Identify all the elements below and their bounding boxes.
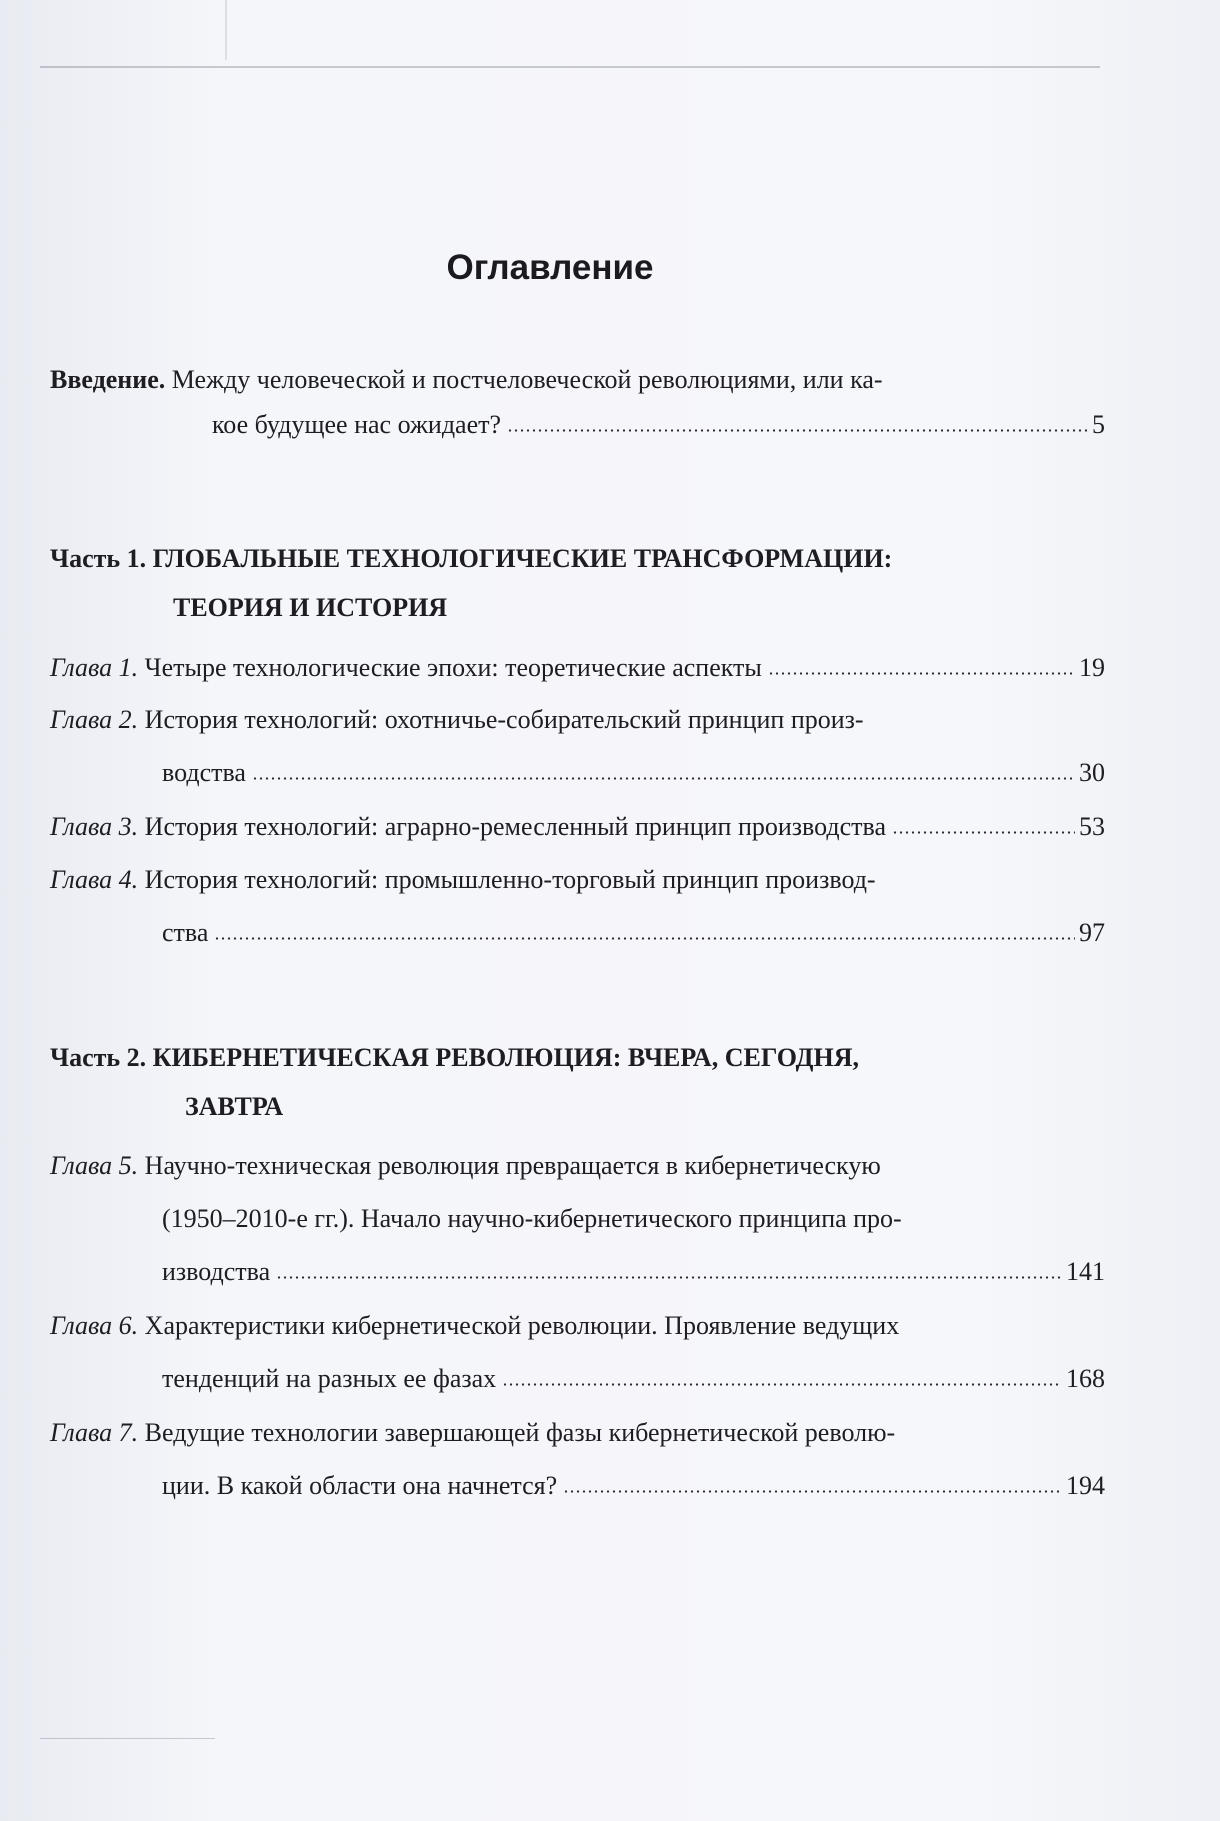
dot-leader: [507, 429, 1088, 432]
bleed-through-rule-top: [40, 66, 1100, 68]
page-number: 53: [1079, 812, 1105, 841]
toc-part-1[interactable]: [50, 545, 1105, 621]
chapter-label: Глава 3.: [50, 812, 139, 841]
dot-leader: [276, 1276, 1062, 1279]
chapter-label: Глава 5.: [50, 1151, 139, 1180]
part-label: Часть 2.: [50, 1043, 147, 1072]
page-number: 194: [1066, 1471, 1105, 1500]
chapter-label: Глава 7.: [50, 1418, 139, 1447]
part-title-line2: ЗАВТРА: [185, 1092, 284, 1121]
dot-leader: [502, 1383, 1062, 1386]
dot-leader: [214, 937, 1075, 940]
chapter-title: История технологий: охотничье-собирательский принцип произ-: [144, 705, 864, 734]
toc-entry-chapter-2[interactable]: [50, 706, 1105, 786]
dot-leader: [252, 777, 1075, 780]
part-title-line1: ГЛОБАЛЬНЫЕ ТЕХНОЛОГИЧЕСКИЕ ТРАНСФОРМАЦИИ:: [152, 544, 893, 573]
chapter-title-cont: ции. В какой области она начнется?: [162, 1471, 558, 1500]
part-title-line1: КИБЕРНЕТИЧЕСКАЯ РЕВОЛЮЦИЯ: ВЧЕРА, СЕГОДНЯ,: [152, 1043, 860, 1072]
page-number: 168: [1066, 1364, 1105, 1393]
chapter-label: Глава 6.: [50, 1311, 139, 1340]
dot-leader: [563, 1490, 1062, 1493]
page-title: Оглавление: [446, 248, 654, 287]
chapter-label: Глава 1.: [50, 653, 139, 682]
chapter-title: Четыре технологические эпохи: теоретические аспекты: [144, 653, 762, 682]
bleed-through-rule-vertical: [225, 0, 227, 60]
dot-leader: [768, 672, 1075, 675]
chapter-title: История технологий: промышленно-торговый принцип производ-: [144, 865, 876, 894]
toc-entry-intro[interactable]: [50, 366, 1105, 438]
part-title-line2: ТЕОРИЯ И ИСТОРИЯ: [173, 593, 448, 622]
page-number: 141: [1066, 1257, 1105, 1286]
chapter-title-cont: водства: [162, 758, 246, 787]
chapter-label: Глава 2.: [50, 705, 139, 734]
toc-part-2[interactable]: [50, 1044, 1105, 1120]
page-number: 5: [1092, 410, 1105, 439]
toc-entry-chapter-5[interactable]: [50, 1152, 1105, 1285]
chapter-title-cont: изводства: [162, 1257, 271, 1286]
page-number: 97: [1079, 918, 1105, 947]
chapter-title-cont: тенденций на разных ее фазах: [162, 1364, 497, 1393]
chapter-title: История технологий: аграрно-ремесленный принцип производства: [144, 812, 887, 841]
toc-entry-chapter-1[interactable]: [50, 654, 1105, 681]
intro-label: Введение.: [50, 365, 166, 394]
chapter-label: Глава 4.: [50, 865, 139, 894]
toc-entry-chapter-4[interactable]: [50, 866, 1105, 946]
intro-line2: кое будущее нас ожидает?: [212, 410, 502, 439]
chapter-title-cont: ства: [162, 918, 209, 947]
page-number: 19: [1079, 653, 1105, 682]
part-label: Часть 1.: [50, 544, 147, 573]
chapter-title-cont: (1950–2010-е гг.). Начало научно-кибернетического принципа про-: [162, 1204, 902, 1233]
bleed-through-rule-bottom: [40, 1738, 215, 1739]
chapter-title: Научно-техническая революция превращается в кибернетическую: [144, 1151, 881, 1180]
dot-leader: [892, 831, 1075, 834]
chapter-title: Ведущие технологии завершающей фазы кибернетической револю-: [144, 1418, 896, 1447]
toc-entry-chapter-7[interactable]: [50, 1419, 1105, 1499]
toc-entry-chapter-3[interactable]: [50, 813, 1105, 840]
toc-entry-chapter-6[interactable]: [50, 1312, 1105, 1392]
chapter-title: Характеристики кибернетической революции. Проявление ведущих: [144, 1311, 900, 1340]
intro-line1: Между человеческой и постчеловеческой революциями, или ка-: [171, 365, 883, 394]
page-number: 30: [1079, 758, 1105, 787]
